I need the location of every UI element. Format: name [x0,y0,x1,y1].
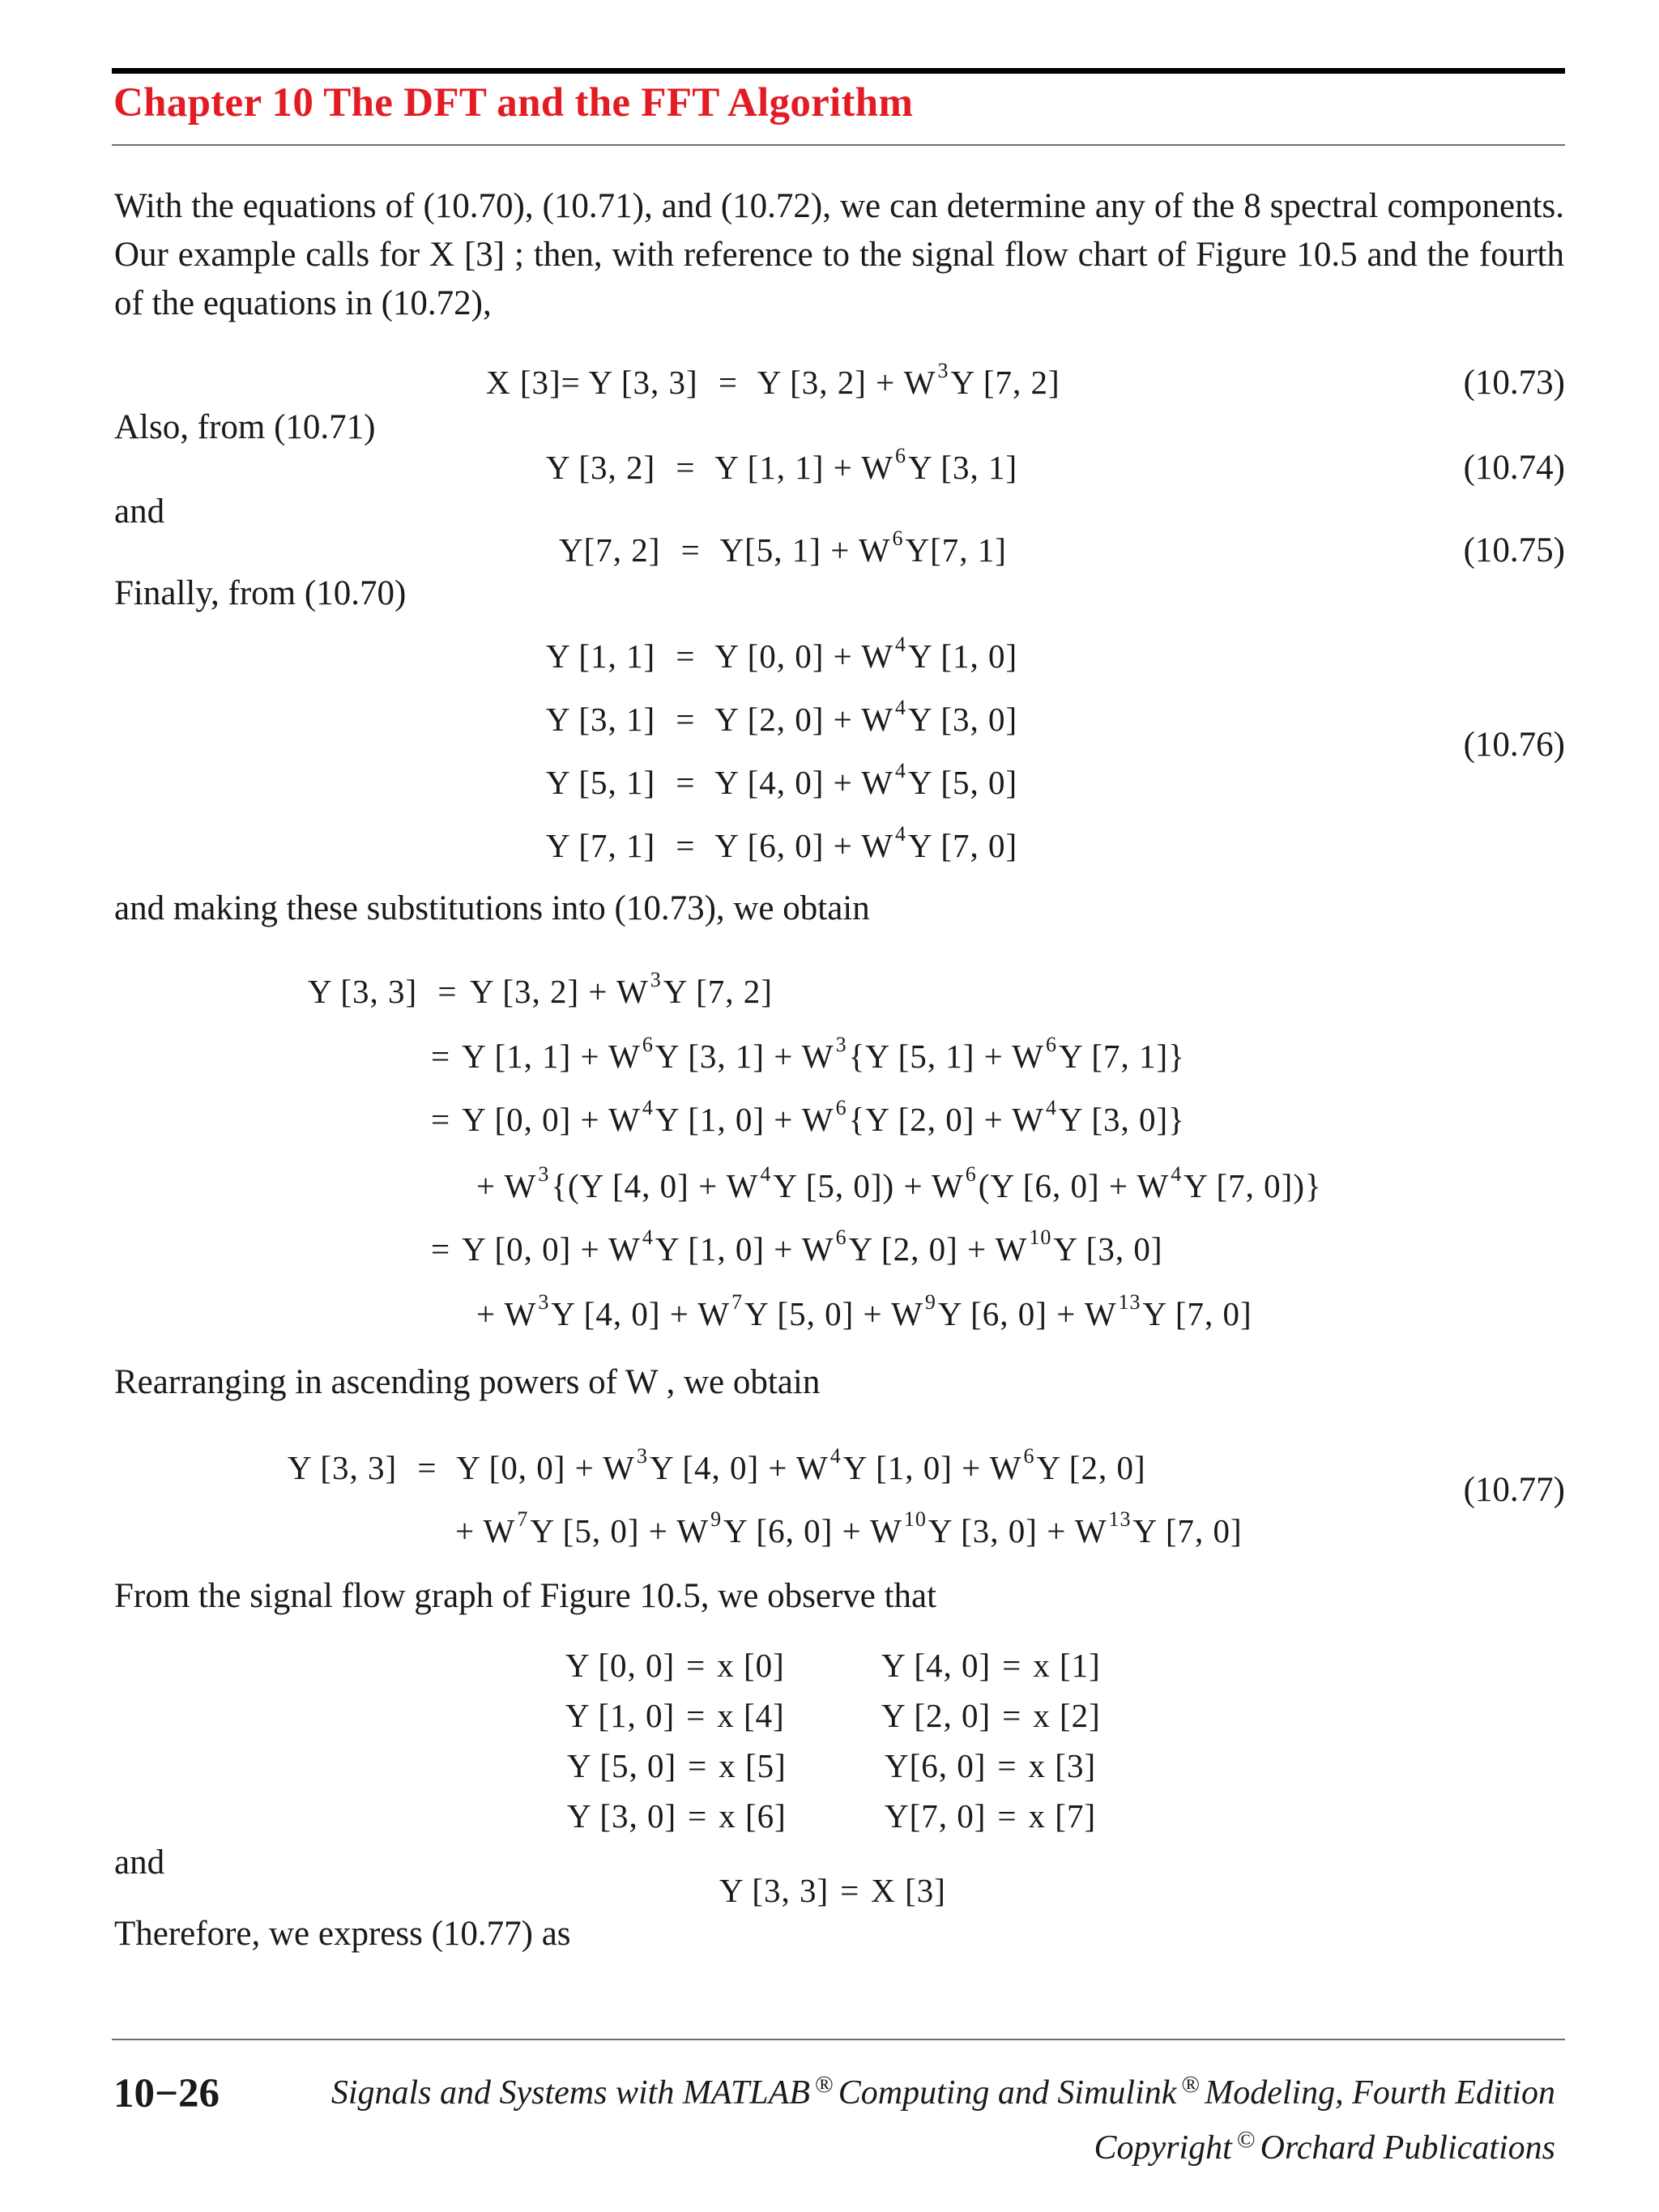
eq-term: Y [4, 0] + W [551,1295,731,1332]
book-title-part: Computing and Simulink [838,2074,1177,2112]
text-rearranging: Rearranging in ascending powers of W , we obtain [114,1363,821,1401]
book-title-part: Signals and Systems with MATLAB [331,2074,810,2112]
footer-book-title [331,2073,1555,2112]
eq-equals: = [676,701,696,738]
eq-exponent: 6 [835,1225,847,1249]
eq-equals: = [676,764,696,801]
eq-term: Y [7, 1]} [1059,1038,1185,1075]
eq-exponent: 3 [937,359,949,382]
eq-exponent: 4 [1046,1096,1057,1119]
eq-exponent: 6 [892,526,904,550]
eq-term: Y [1, 0] + W [655,1230,834,1268]
eq-equals: = [686,1697,706,1734]
eq-tag-10-74: (10.74) [1463,449,1565,487]
eq-exponent: 7 [731,1290,744,1314]
book-title-part: Modeling, Fourth Edition [1205,2074,1555,2112]
text-from-graph: From the signal flow graph of Figure 10.5, we observe that [114,1577,937,1615]
eq-equals: = [1002,1697,1022,1734]
eq-rhs-tail: Y [7, 0] [908,827,1018,864]
page-number: 10−26 [113,2071,220,2116]
eq-exponent: 4 [1171,1162,1183,1186]
eq-exponent: 3 [538,1290,550,1314]
eq-rhs: Y [1, 1] + W [714,449,893,486]
derivation-lhs [308,972,469,1011]
eq-equals: = [676,449,696,486]
eq-term: Y [0, 0] + W [462,1101,641,1138]
mapping-row [565,1696,785,1735]
eq-lhs: Y [3, 2] [546,449,656,486]
mapping-row [567,1746,787,1785]
eq-10-76-row [546,696,1018,739]
eq-exponent: 13 [1118,1290,1141,1314]
publisher-name: Orchard Publications [1260,2129,1555,2167]
eq-term: Y [0, 0] + W [462,1230,641,1268]
eq-term: Y [7, 0] [1132,1512,1243,1549]
eq-term: Y [1, 0] + W [655,1101,834,1138]
text-therefore: Therefore, we express (10.77) as [114,1915,571,1953]
eq-exponent: 6 [642,1033,654,1056]
eq-term: Y [4, 0] + W [650,1449,829,1486]
eq-lhs: Y [3, 3] [288,1449,398,1486]
text-making-substitutions: and making these substitutions into (10.73), we obtain [114,889,870,927]
eq-lhs: Y [3, 1] [546,701,656,738]
eq-term: Y [5, 0] + W [744,1295,923,1332]
eq-term: Y [3, 0] + W [928,1512,1107,1549]
eq-lhs: Y [3, 0] [567,1797,677,1835]
eq-10-77-line-2 [455,1507,1243,1550]
eq-tag-10-76: (10.76) [1463,726,1565,764]
intro-paragraph: With the equations of (10.70), (10.71), and (10.72), we can determine any of the 8 spectral components. Our example calls for X [3] ; then, with reference to the signal flow chart of Figure 10.5 and the fourth of the equations in (10.72), [114,187,1564,322]
footer-copyright [1094,2126,1555,2167]
eq-rhs: Y [3, 2] + W [757,364,936,401]
eq-exponent: 6 [1046,1033,1057,1056]
text-and-1: and [114,492,165,531]
header-rule [112,144,1565,146]
mapping-row [881,1646,1101,1685]
copyright-mark: © [1236,2126,1256,2153]
derivation-line-3 [431,1096,1185,1139]
text-and-2: and [114,1843,165,1882]
eq-term: Y [5, 0]) + W [773,1167,964,1204]
eq-equals: = [688,1797,708,1835]
eq-exponent: 3 [650,968,662,991]
eq-equals: = [840,1872,860,1909]
copyright-label: Copyright [1094,2129,1232,2167]
eq-rhs-tail: Y [3, 0] [908,701,1018,738]
derivation-line-1 [470,968,773,1011]
eq-lhs: X [3]= Y [3, 3] [486,364,698,401]
final-equation [719,1871,946,1910]
eq-term: Y [5, 0] + W [530,1512,710,1549]
eq-term: Y [3, 2] + W [470,973,649,1010]
eq-term: Y [6, 0] + W [723,1512,902,1549]
eq-term: Y [1, 0] + W [842,1449,1022,1486]
eq-term: Y [6, 0] + W [937,1295,1117,1332]
eq-exponent: 3 [835,1033,847,1056]
eq-exponent: 4 [760,1162,772,1186]
eq-lhs: Y [7, 1] [546,827,656,864]
text-finally-from: Finally, from (10.70) [114,574,407,612]
eq-exponent: 10 [903,1507,927,1531]
eq-equals: = [431,1101,451,1138]
eq-equals: = [676,827,696,864]
eq-term: Y [2, 0] [1036,1449,1146,1486]
eq-exponent: 6 [965,1162,977,1186]
mapping-row [565,1646,785,1685]
mapping-row [881,1696,1101,1735]
eq-rhs-tail: Y [1, 0] [908,637,1018,675]
eq-exponent: 4 [895,696,906,719]
eq-term: Y [3, 0] [1053,1230,1163,1268]
eq-term: Y [7, 0] [1142,1295,1252,1332]
eq-equals: = [417,1449,437,1486]
eq-10-76-row [546,759,1018,802]
eq-equals: = [676,637,696,675]
text-also-from: Also, from (10.71) [114,408,376,446]
derivation-line-4 [476,1162,1322,1205]
eq-exponent: 4 [895,633,906,656]
eq-term: Y [2, 0] + W [848,1230,1028,1268]
eq-equals: = [431,1230,451,1268]
eq-rhs-tail: Y [3, 1] [908,449,1018,486]
eq-term: + W [476,1167,537,1204]
derivation-line-2 [431,1033,1185,1076]
mapping-row [885,1746,1096,1785]
eq-exponent: 3 [637,1444,648,1468]
eq-term: Y [1, 1] + W [462,1038,641,1075]
eq-term: {Y [2, 0] + W [848,1101,1044,1138]
eq-rhs: Y [6, 0] + W [714,827,893,864]
eq-rhs: x [1] [1033,1647,1101,1684]
eq-exponent: 6 [895,444,906,467]
eq-equals: = [718,364,739,401]
eq-equals: = [688,1747,708,1784]
chapter-title: Chapter 10 The DFT and the FFT Algorithm [113,80,914,126]
eq-lhs: Y [2, 0] [881,1697,992,1734]
registered-mark: ® [1181,2071,1201,2098]
footer-rule [112,2039,1565,2040]
eq-lhs: Y [1, 0] [565,1697,676,1734]
eq-lhs: Y[6, 0] [885,1747,987,1784]
eq-10-77-line-1 [288,1444,1146,1487]
eq-exponent: 9 [710,1507,723,1531]
eq-equals: = [431,1038,451,1075]
eq-equals: = [997,1797,1017,1835]
eq-10-76-row [546,822,1018,865]
eq-rhs-tail: Y [7, 2] [950,364,1060,401]
eq-term: Y [3, 1] + W [655,1038,834,1075]
mapping-row [885,1796,1096,1835]
eq-rhs: Y [4, 0] + W [714,764,893,801]
eq-exponent: 4 [642,1225,654,1249]
top-rule [112,68,1565,74]
eq-exponent: 4 [830,1444,842,1468]
eq-equals: = [680,531,701,569]
eq-rhs: Y [2, 0] + W [714,701,893,738]
eq-tag-10-73: (10.73) [1463,364,1565,402]
eq-tag-10-77: (10.77) [1463,1471,1565,1509]
eq-equals: = [686,1647,706,1684]
eq-equals: = [997,1747,1017,1784]
eq-exponent: 9 [924,1290,936,1314]
mapping-row [567,1796,787,1835]
eq-exponent: 13 [1108,1507,1132,1531]
eq-term: + W [455,1512,516,1549]
eq-term: + W [476,1295,537,1332]
eq-term: Y [3, 0]} [1059,1101,1185,1138]
eq-lhs: Y [3, 3] [308,973,418,1010]
eq-rhs: x [3] [1028,1747,1097,1784]
eq-rhs: x [4] [717,1697,785,1734]
eq-rhs: x [7] [1028,1797,1097,1835]
registered-mark: ® [814,2071,834,2098]
eq-exponent: 10 [1029,1225,1052,1249]
eq-rhs: x [0] [717,1647,785,1684]
derivation-line-5 [431,1225,1163,1268]
eq-lhs: Y[7, 0] [885,1797,987,1835]
eq-equals: = [1002,1647,1022,1684]
derivation-line-6 [476,1290,1252,1333]
eq-rhs: X [3] [871,1872,946,1909]
eq-lhs: Y [5, 0] [567,1747,677,1784]
eq-exponent: 7 [517,1507,529,1531]
eq-lhs: Y [4, 0] [881,1647,992,1684]
eq-rhs-tail: Y [5, 0] [908,764,1018,801]
eq-exponent: 4 [895,759,906,782]
eq-tag-10-75: (10.75) [1463,531,1565,569]
eq-exponent: 3 [538,1162,550,1186]
eq-rhs: x [6] [719,1797,787,1835]
eq-term: Y [0, 0] + W [456,1449,635,1486]
eq-term: (Y [6, 0] + W [978,1167,1170,1204]
eq-10-74 [546,444,1018,487]
eq-term: Y [7, 0])} [1183,1167,1322,1204]
eq-lhs: Y [1, 1] [546,637,656,675]
eq-rhs: x [2] [1033,1697,1101,1734]
eq-lhs: Y [5, 1] [546,764,656,801]
eq-term: {Y [5, 1] + W [848,1038,1044,1075]
eq-rhs: Y [0, 0] + W [714,637,893,675]
eq-rhs: x [5] [719,1747,787,1784]
eq-exponent: 4 [642,1096,654,1119]
eq-lhs: Y [0, 0] [565,1647,676,1684]
eq-rhs-tail: Y[7, 1] [905,531,1007,569]
eq-term: Y [7, 2] [663,973,773,1010]
eq-equals: = [437,973,458,1010]
eq-lhs: Y [3, 3] [719,1872,830,1909]
eq-rhs: Y[5, 1] + W [719,531,891,569]
eq-exponent: 6 [835,1096,847,1119]
eq-10-76-row [546,633,1018,676]
eq-term: {(Y [4, 0] + W [551,1167,759,1204]
eq-exponent: 6 [1023,1444,1035,1468]
eq-exponent: 4 [895,822,906,846]
eq-10-73 [486,359,1060,402]
eq-10-75 [559,526,1007,569]
eq-lhs: Y[7, 2] [559,531,661,569]
